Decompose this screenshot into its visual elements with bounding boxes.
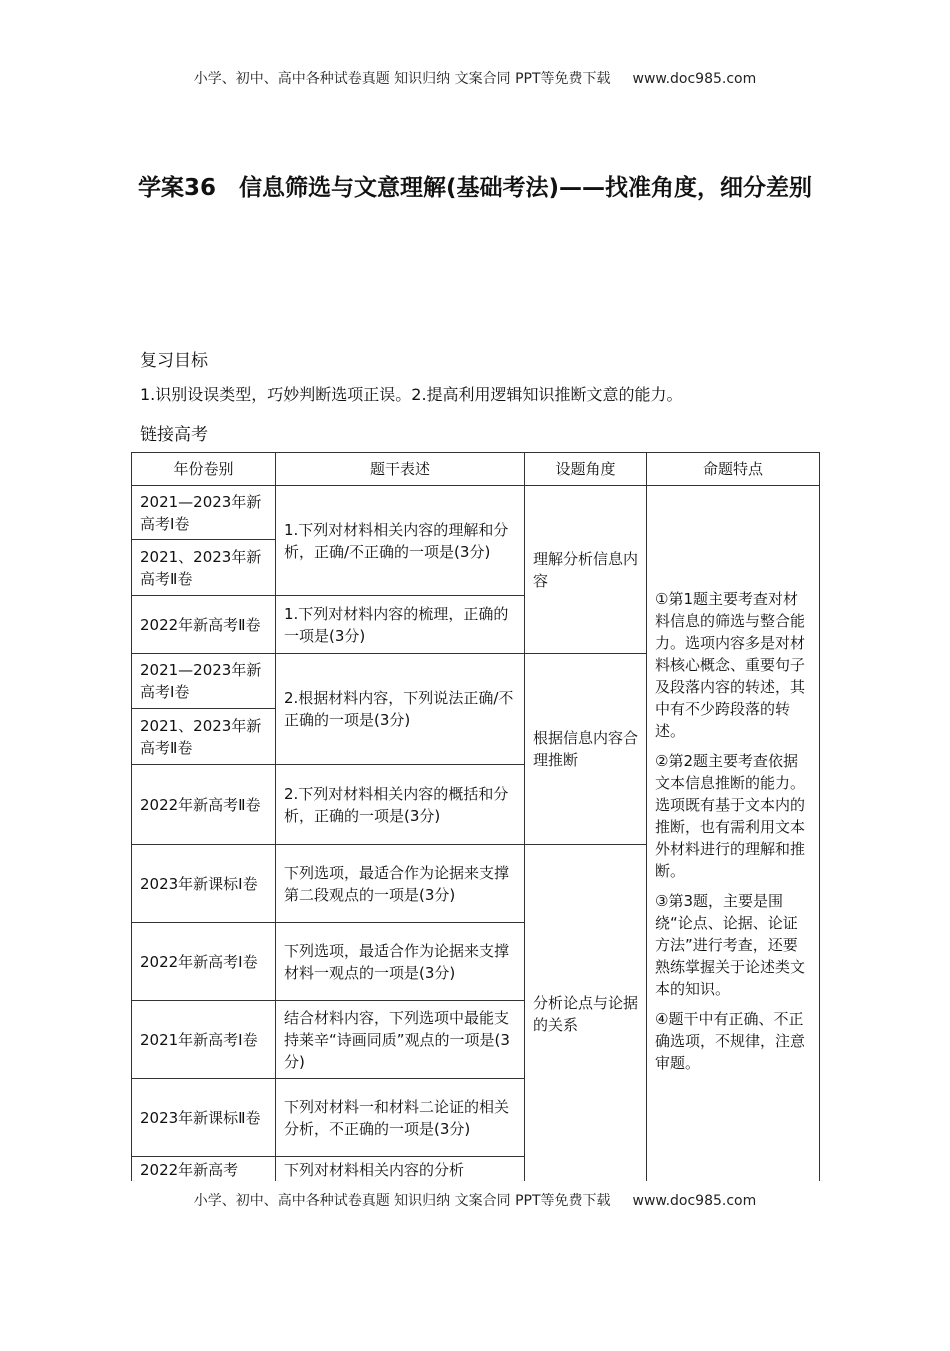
table-row xyxy=(132,486,820,540)
feature-item: ①第1题主要考查对材料信息的筛选与整合能力。选项内容多是对材料核心概念、重要句子及段落内容的转述，其中有不少跨段落的转述。 xyxy=(655,589,806,740)
year-cell: 2021、2023年新高考Ⅱ卷 xyxy=(132,540,276,596)
stem-cell: 1.下列对材料内容的梳理，正确的一项是(3分) xyxy=(276,596,525,654)
angle-cell: 分析论点与论据的关系 xyxy=(525,845,647,1184)
features-cell xyxy=(647,486,820,1184)
link-heading: 链接高考 xyxy=(140,425,208,445)
page-footer xyxy=(0,1190,950,1210)
stem-cell: 下列对材料相关内容的分析 xyxy=(276,1157,525,1184)
feature-item: ③第3题，主要是围绕“论点、论据、论证方法”进行考查，还要熟练掌握关于论述类文本的知识。 xyxy=(655,891,806,998)
stem-cell: 2.下列对材料相关内容的概括和分析，正确的一项是(3分) xyxy=(276,765,525,845)
year-cell: 2021—2023年新高考Ⅰ卷 xyxy=(132,486,276,540)
stem-cell: 下列对材料一和材料二论证的相关分析，不正确的一项是(3分) xyxy=(276,1079,525,1157)
year-cell: 2021、2023年新高考Ⅱ卷 xyxy=(132,709,276,765)
header-text: 小学、初中、高中各种试卷真题 知识归纳 文案合同 PPT等免费下载 xyxy=(193,71,611,87)
year-cell: 2021年新高考Ⅰ卷 xyxy=(132,1001,276,1079)
stem-cell: 2.根据材料内容，下列说法正确/不正确的一项是(3分) xyxy=(276,654,525,765)
goal-heading: 复习目标 xyxy=(140,351,208,371)
exam-table xyxy=(131,452,820,1184)
table-header-row xyxy=(132,453,820,486)
header-stem: 题干表述 xyxy=(276,453,525,486)
goal-text: 1.识别设误类型，巧妙判断选项正误。2.提高利用逻辑知识推断文意的能力。 xyxy=(140,385,683,404)
year-cell: 2023年新课标Ⅱ卷 xyxy=(132,1079,276,1157)
header-angle: 设题角度 xyxy=(525,453,647,486)
header-feature: 命题特点 xyxy=(647,453,820,486)
stem-cell: 1.下列对材料相关内容的理解和分析，正确/不正确的一项是(3分) xyxy=(276,486,525,596)
stem-cell: 结合材料内容，下列选项中最能支持莱辛“诗画同质”观点的一项是(3分) xyxy=(276,1001,525,1079)
stem-cell: 下列选项，最适合作为论据来支撑第二段观点的一项是(3分) xyxy=(276,845,525,923)
year-cell: 2022年新高考Ⅱ卷 xyxy=(132,596,276,654)
feature-item: ④题干中有正确、不正确选项，不规律，注意审题。 xyxy=(655,1009,806,1072)
angle-cell: 根据信息内容合理推断 xyxy=(525,654,647,845)
stem-cell: 下列选项，最适合作为论据来支撑材料一观点的一项是(3分) xyxy=(276,923,525,1001)
year-cell: 2023年新课标Ⅰ卷 xyxy=(132,845,276,923)
year-cell: 2022年新高考 xyxy=(132,1157,276,1184)
year-cell: 2022年新高考Ⅱ卷 xyxy=(132,765,276,845)
header-url[interactable]: www.doc985.com xyxy=(632,71,757,87)
year-cell: 2021—2023年新高考Ⅰ卷 xyxy=(132,654,276,709)
page-title: 学案36 信息筛选与文意理解(基础考法)——找准角度，细分差别 xyxy=(137,175,813,201)
year-cell: 2022年新高考Ⅰ卷 xyxy=(132,923,276,1001)
header-year: 年份卷别 xyxy=(132,453,276,486)
angle-cell: 理解分析信息内容 xyxy=(525,486,647,654)
footer-url[interactable]: www.doc985.com xyxy=(632,1193,757,1209)
feature-item: ②第2题主要考查依据文本信息推断的能力。选项既有基于文本内的推断，也有需利用文本外材料进行的理解和推断。 xyxy=(655,751,806,880)
footer-text: 小学、初中、高中各种试卷真题 知识归纳 文案合同 PPT等免费下载 xyxy=(193,1193,611,1209)
page-header xyxy=(0,68,950,88)
